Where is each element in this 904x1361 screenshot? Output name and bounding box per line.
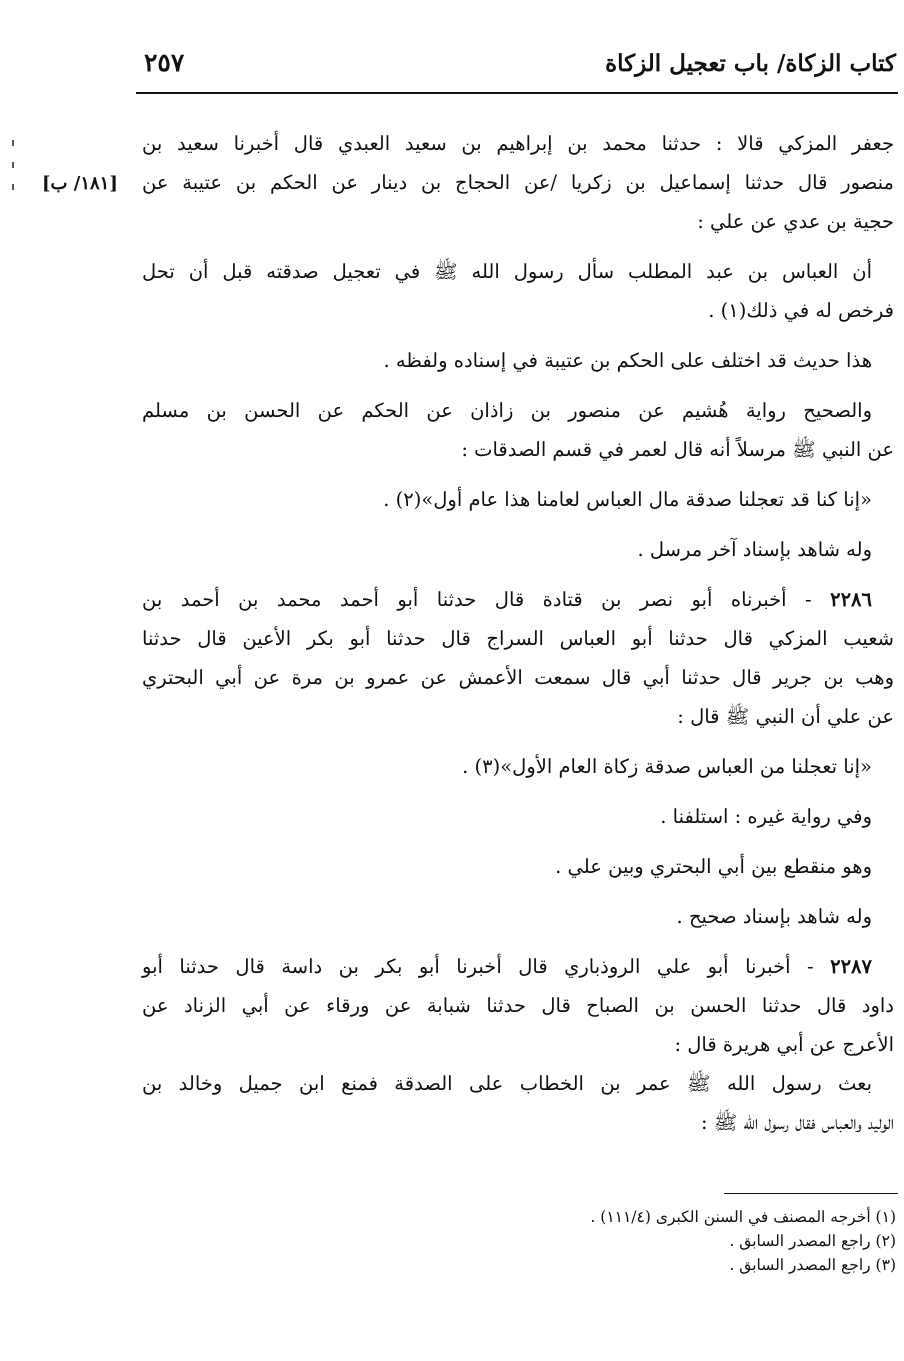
text-line: الأعرج عن أبي هريرة قال : xyxy=(674,1033,894,1056)
footnote: (٣) راجع المصدر السابق . xyxy=(729,1256,896,1274)
text-line: وهب بن جرير قال حدثنا أبي قال سمعت الأعمش عن عمرو بن مرة عن أبي البحتري xyxy=(142,666,894,689)
running-header xyxy=(136,44,896,88)
header-rule xyxy=(136,92,898,94)
footnote-rule xyxy=(724,1193,898,1194)
line-text: - أخبرناه أبو نصر بن قتادة قال حدثنا أبو أحمد محمد بن أحمد بن xyxy=(142,588,831,611)
paragraph-gap xyxy=(142,886,894,897)
text-line: «إنا تعجلنا من العباس صدقة زكاة العام الأول»(٣) . xyxy=(462,755,872,778)
text-line xyxy=(142,947,894,986)
text-line: فرخص له في ذلك(١) . xyxy=(708,299,894,322)
text-line: وفي رواية غيره : استلفنا . xyxy=(660,805,872,828)
text-line: هذا حديث قد اختلف على الحكم بن عتيبة في إسناده ولفظه . xyxy=(383,349,872,372)
paragraph-gap xyxy=(142,786,894,797)
text-line: أن العباس بن عبد المطلب سأل رسول الله ﷺ في تعجيل صدقته قبل أن تحل xyxy=(142,260,872,283)
header-title: كتاب الزكاة/ باب تعجيل الزكاة xyxy=(605,50,896,77)
text-line: داود قال حدثنا الحسن بن الصباح قال حدثنا شبابة عن ورقاء عن أبي الزناد عن xyxy=(142,994,894,1017)
text-line: بعث رسول الله ﷺ عمر بن الخطاب على الصدقة فمنع ابن جميل وخالد بن xyxy=(142,1072,872,1095)
footnote: (١) أخرجه المصنف في السنن الكبرى (١١١/٤) . xyxy=(590,1208,896,1226)
hadith-number: ٢٢٨٧ xyxy=(830,955,872,978)
manuscript-folio-reference: [١٨١/ ب] xyxy=(42,173,118,194)
text-line: وله شاهد بإسناد صحيح . xyxy=(676,905,872,928)
text-line: منصور قال حدثنا إسماعيل بن زكريا /عن الحجاج بن دينار عن الحكم بن عتيبة عن xyxy=(142,171,894,194)
hadith-number: ٢٢٨٦ xyxy=(830,588,872,611)
paragraph-gap xyxy=(142,736,894,747)
paragraph-gap xyxy=(142,569,894,580)
footnotes xyxy=(196,1205,896,1277)
text-line: عن علي أن النبي ﷺ قال : xyxy=(677,705,894,728)
main-text xyxy=(142,124,894,1142)
paragraph-gap xyxy=(142,380,894,391)
text-line: «إنا كنا قد تعجلنا صدقة مال العباس لعامنا هذا عام أول»(٢) . xyxy=(383,488,872,511)
text-line: والصحيح رواية هُشيم عن منصور بن زاذان عن الحكم عن الحسن بن مسلم xyxy=(142,399,872,422)
paragraph-gap xyxy=(142,519,894,530)
text-line: حجية بن عدي عن علي : xyxy=(697,210,894,233)
text-line: جعفر المزكي قالا : حدثنا محمد بن إبراهيم بن سعيد العبدي قال أخبرنا سعيد بن xyxy=(142,132,894,155)
paragraph-gap xyxy=(142,241,894,252)
text-line: وهو منقطع بين أبي البحتري وبين علي . xyxy=(555,855,872,878)
text-line: الوليد والعباس فقال رسول الله ﷺ : xyxy=(700,1111,894,1134)
text-line: وله شاهد بإسناد آخر مرسل . xyxy=(637,538,872,561)
footnote: (٢) راجع المصدر السابق . xyxy=(729,1232,896,1250)
text-line xyxy=(142,580,894,619)
text-line: شعيب المزكي قال حدثنا أبو العباس السراج قال حدثنا أبو بكر الأعين قال حدثنا xyxy=(142,627,894,650)
text-line: عن النبي ﷺ مرسلاً أنه قال لعمر في قسم الصدقات : xyxy=(461,438,894,461)
line-text: - أخبرنا أبو علي الروذباري قال أخبرنا أبو بكر بن داسة قال حدثنا أبو xyxy=(142,955,831,978)
page-number: ٢٥٧ xyxy=(144,48,185,77)
margin-marks xyxy=(4,140,24,260)
paragraph-gap xyxy=(142,936,894,947)
paragraph-gap xyxy=(142,330,894,341)
paragraph-gap xyxy=(142,469,894,480)
paragraph-gap xyxy=(142,836,894,847)
